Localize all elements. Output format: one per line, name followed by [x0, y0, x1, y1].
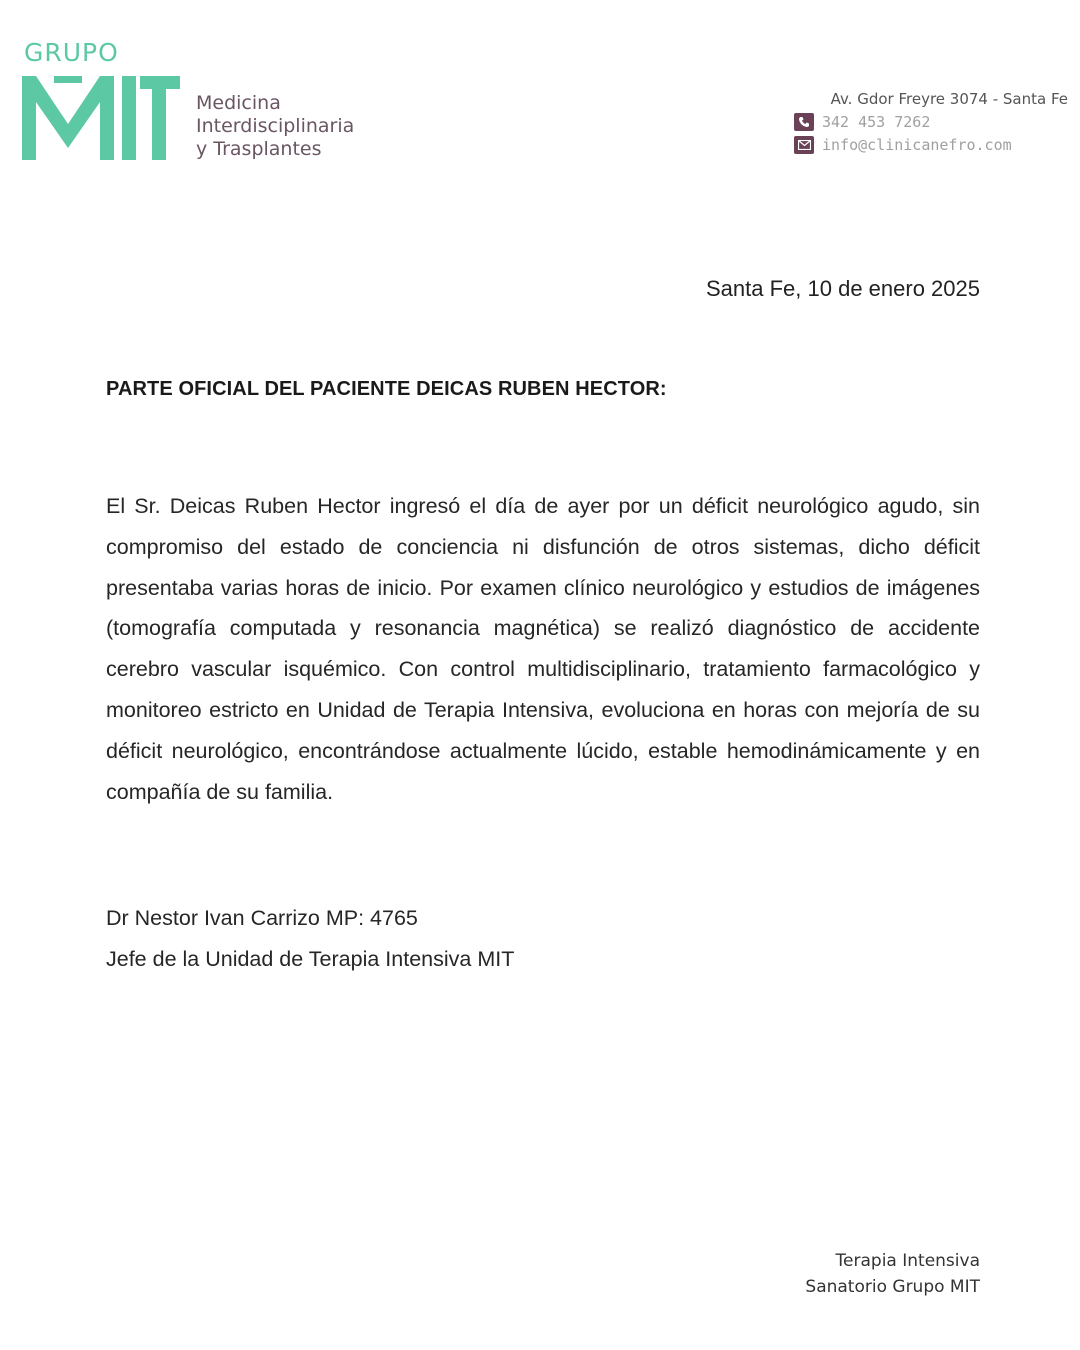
document-body: El Sr. Deicas Ruben Hector ingresó el día de ayer por un déficit neurológico agudo, sin compromiso del estado de conciencia ni disfunción de otros sistemas, dicho déficit presentaba varias horas de inicio. Por examen clínico neurológico y estudios de imágenes (tomografía computada y resonancia magnética) se realizó diagnóstico de accidente cerebro vascular isquémico. Con control multidisciplinario, tratamiento farmacológico y monitoreo estricto en Unidad de Terapia Intensiva, evoluciona en horas con mejoría de su déficit neurológico, encontrándose actualmente lúcido, estable hemodinámicamente y en compañía de su familia. — [106, 494, 980, 804]
tagline-line-3: y Trasplantes — [196, 138, 322, 160]
signature-title: Jefe de la Unidad de Terapia Intensiva MIT — [106, 947, 515, 971]
footer-block — [805, 1248, 980, 1300]
signature-block — [106, 898, 514, 980]
contact-address: Av. Gdor Freyre 3074 - Santa Fe — [830, 90, 1068, 108]
contact-email[interactable]: info@clinicanefro.com — [822, 136, 1012, 154]
tagline-line-1: Medicina — [196, 92, 281, 114]
logo-group-label: GRUPO — [24, 38, 119, 67]
contact-phone-row — [794, 113, 1068, 131]
footer-line-1: Terapia Intensiva — [835, 1251, 980, 1271]
document-date: Santa Fe, 10 de enero 2025 — [706, 276, 980, 301]
logo-tagline — [196, 92, 354, 161]
contact-email-row — [794, 136, 1068, 154]
document-heading: PARTE OFICIAL DEL PACIENTE DEICAS RUBEN HECTOR: — [106, 378, 667, 400]
mit-logo — [22, 76, 180, 160]
signature-name: Dr Nestor Ivan Carrizo MP: 4765 — [106, 906, 418, 930]
footer-line-2: Sanatorio Grupo MIT — [805, 1277, 980, 1297]
contact-block — [768, 90, 1068, 154]
email-icon — [794, 136, 814, 154]
phone-icon — [794, 113, 814, 131]
contact-phone[interactable]: 342 453 7262 — [822, 113, 931, 131]
tagline-line-2: Interdisciplinaria — [196, 115, 355, 137]
